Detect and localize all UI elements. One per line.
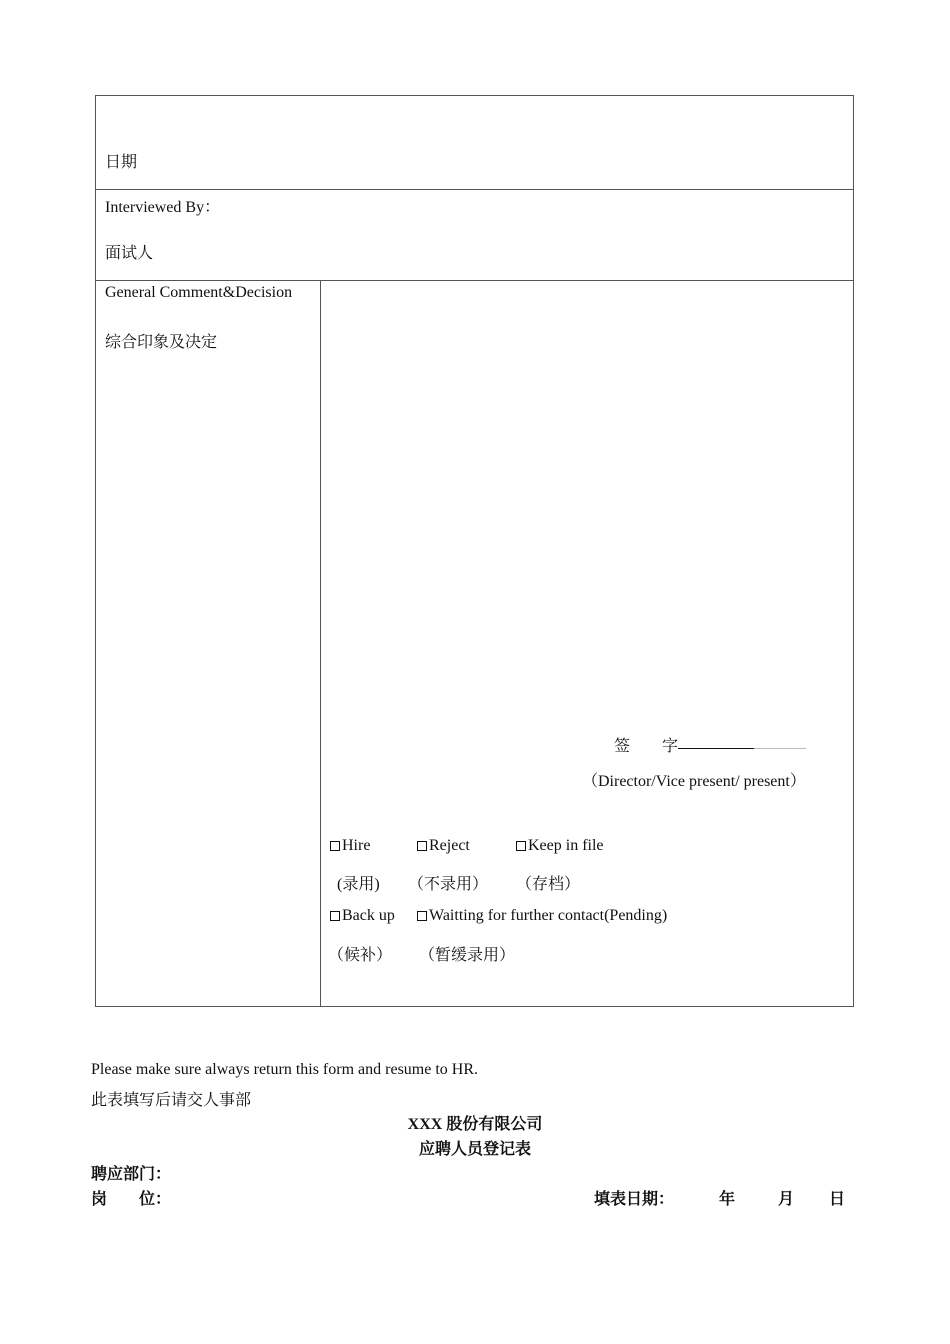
checkbox-icon[interactable]: [330, 841, 340, 851]
fill-date-year: 年: [719, 1191, 736, 1208]
table-border-top: [95, 95, 854, 96]
signature-label: 签 字: [614, 738, 679, 755]
option-waiting-cn: （暂缓录用）: [419, 947, 516, 964]
fill-date-day: 日: [829, 1191, 846, 1208]
date-label: 日期: [105, 154, 138, 171]
form-title: 应聘人员登记表: [418, 1141, 531, 1158]
table-divider-2: [95, 280, 854, 281]
table-border-bottom: [95, 1006, 854, 1007]
position-label: 岗 位：: [91, 1191, 172, 1208]
table-border-right: [853, 95, 854, 1007]
department-label: 聘应部门：: [91, 1166, 172, 1183]
comment-label-cn: 综合印象及决定: [105, 334, 218, 351]
checkbox-icon[interactable]: [516, 841, 526, 851]
checkbox-icon[interactable]: [330, 911, 340, 921]
option-reject[interactable]: [417, 837, 470, 855]
fill-date-month: 月: [778, 1191, 795, 1208]
option-hire-cn: (录用): [337, 876, 380, 893]
comment-area[interactable]: [322, 282, 852, 722]
interviewed-by-label-cn: 面试人: [105, 245, 154, 262]
comment-label-en: General Comment&Decision: [105, 284, 293, 301]
footer-note-cn: 此表填写后请交人事部: [91, 1092, 252, 1109]
interviewed-by-label-en: Interviewed By：: [105, 199, 221, 216]
table-border-left: [95, 95, 96, 1007]
footer-note-en: Please make sure always return this form and resume to HR.: [91, 1061, 479, 1078]
table-column-divider: [320, 280, 321, 1007]
signature-role: （Director/Vice present/ present）: [582, 773, 806, 790]
option-keep-label: Keep in file: [528, 837, 604, 854]
option-reject-cn: （不录用）: [408, 876, 489, 893]
checkbox-icon[interactable]: [417, 841, 427, 851]
option-keep-in-file[interactable]: [516, 837, 604, 855]
option-hire[interactable]: [330, 837, 370, 855]
signature-underline: [678, 748, 806, 749]
signature-line[interactable]: [614, 733, 806, 756]
checkbox-icon[interactable]: [417, 911, 427, 921]
option-backup-label: Back up: [342, 907, 395, 924]
option-waiting-label: Waitting for further contact(Pending): [429, 907, 668, 924]
option-keep-cn: （存档）: [516, 876, 581, 893]
company-name: XXX 股份有限公司: [407, 1116, 543, 1133]
fill-date-label: 填表日期：: [594, 1191, 675, 1208]
option-reject-label: Reject: [429, 837, 470, 854]
table-divider-1: [95, 189, 854, 190]
option-hire-label: Hire: [342, 837, 371, 854]
option-back-up[interactable]: [330, 907, 395, 925]
option-waiting[interactable]: [417, 907, 667, 925]
option-backup-cn: （候补）: [328, 947, 393, 964]
